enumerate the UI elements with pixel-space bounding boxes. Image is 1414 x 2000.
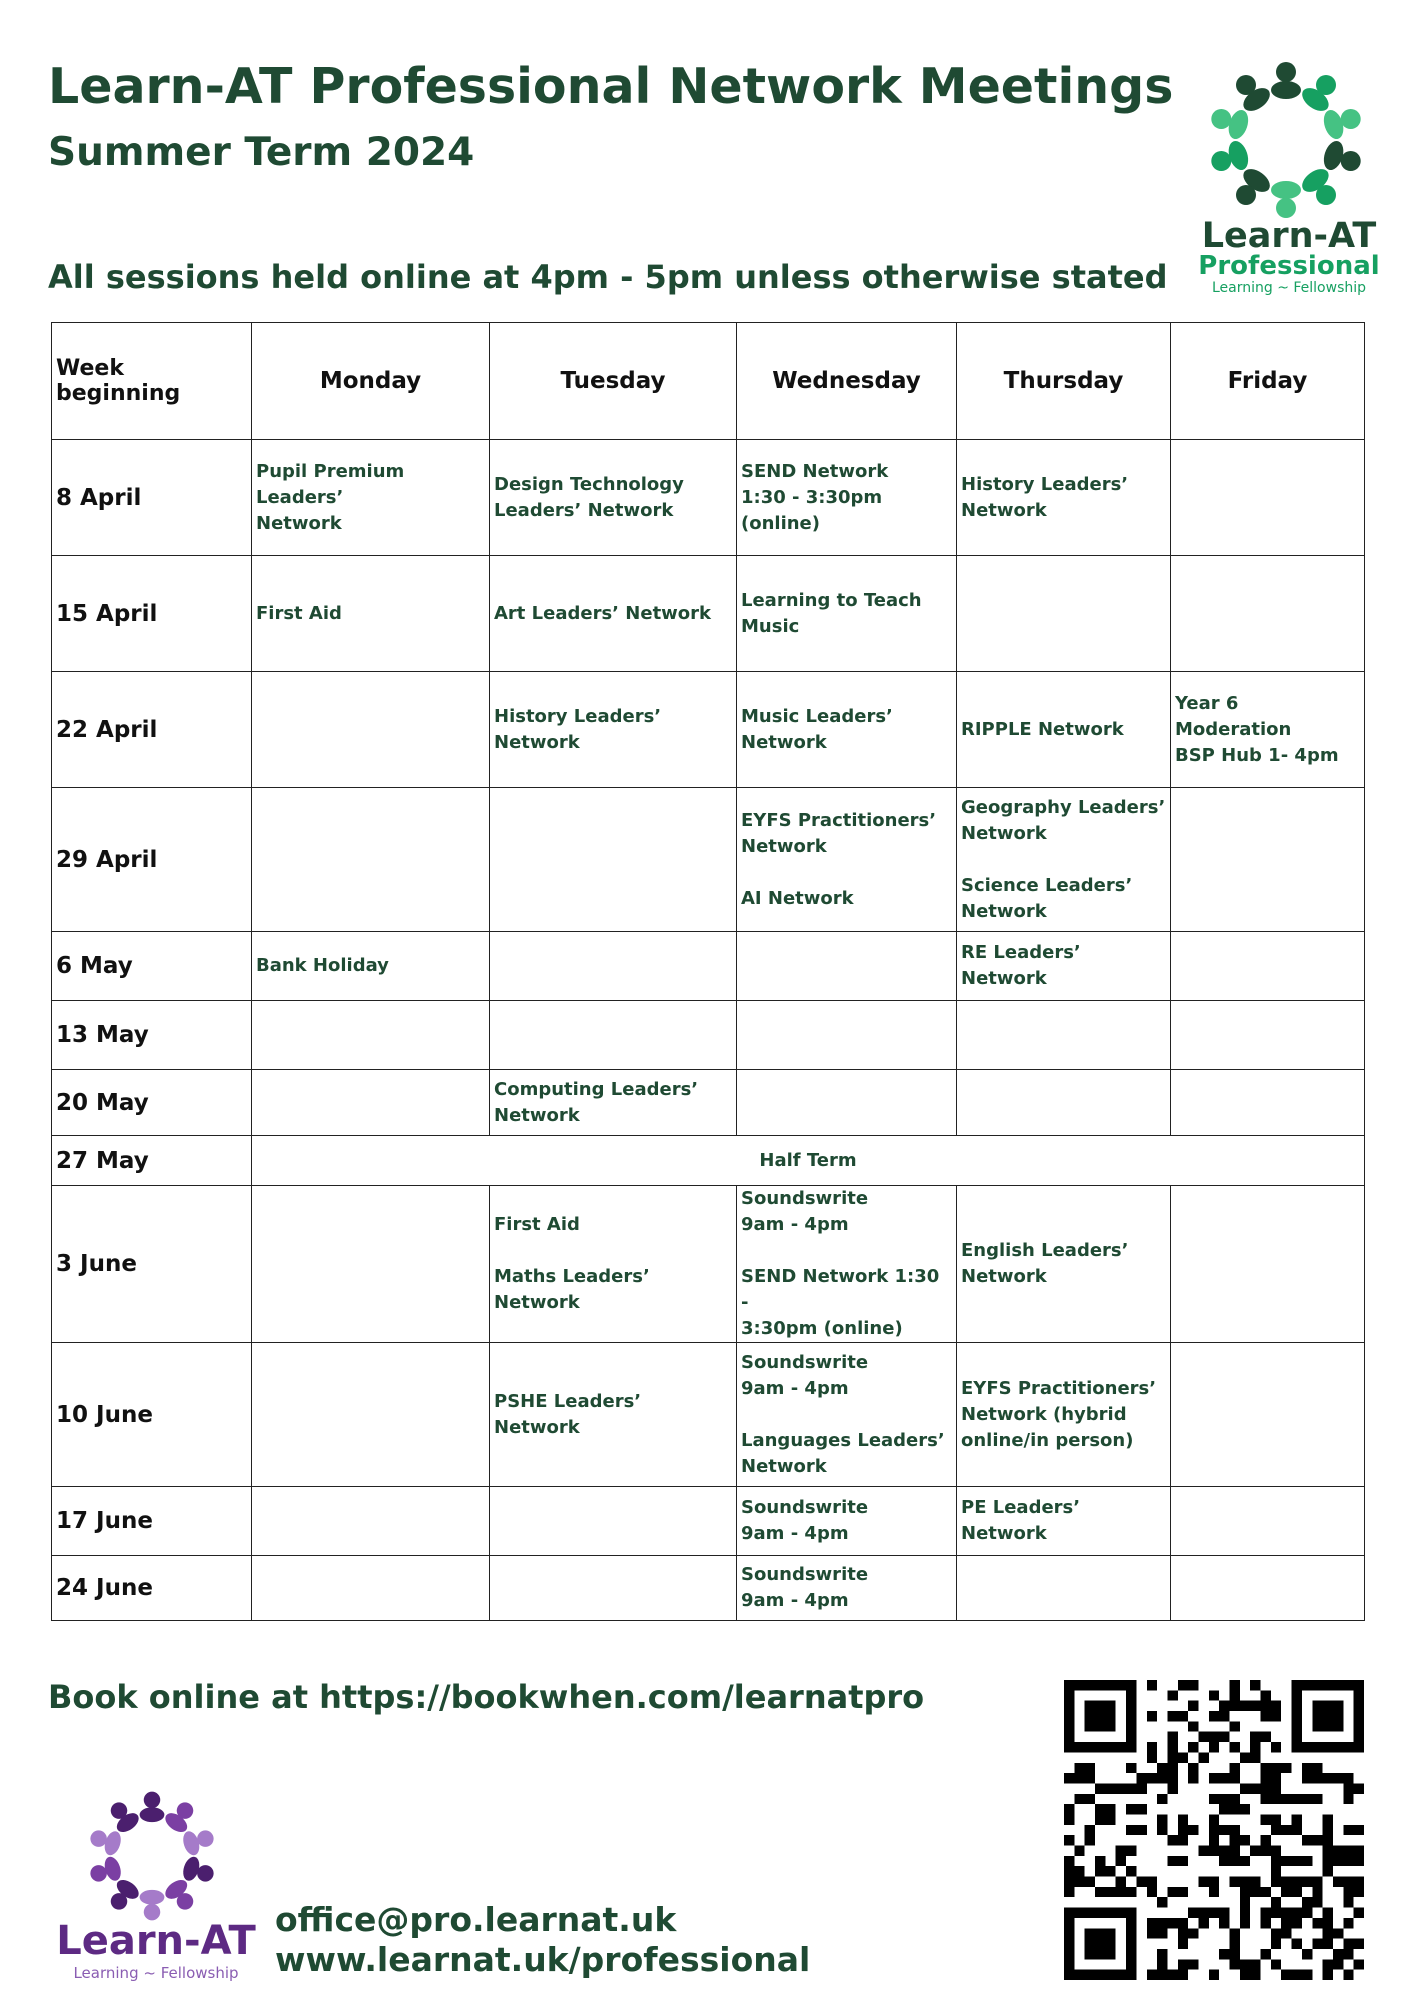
session-entry: PSHE Leaders’ Network <box>494 1390 642 1438</box>
day-cell-thursday <box>957 672 1171 788</box>
day-cell-monday <box>252 672 490 788</box>
day-cell-thursday <box>957 1487 1171 1556</box>
day-cell-monday <box>252 1070 490 1136</box>
table-row <box>52 1001 1365 1070</box>
session-entry: Computing Leaders’ Network <box>494 1078 699 1126</box>
table-row <box>52 556 1365 672</box>
session-entry: First Aid <box>494 1214 580 1235</box>
day-cell-friday <box>1171 1070 1365 1136</box>
schedule-body <box>52 440 1365 1621</box>
header-thursday: Thursday <box>957 323 1171 440</box>
header-wednesday: Wednesday <box>737 323 957 440</box>
session-entry: Soundswrite 9am - 4pm <box>741 1188 869 1235</box>
day-cell-friday <box>1171 672 1365 788</box>
session-entry: Geography Leaders’ Network <box>961 796 1166 844</box>
session-entry: SEND Network 1:30 - 3:30pm (online) <box>741 460 889 534</box>
day-cell-thursday <box>957 556 1171 672</box>
day-cell-wednesday <box>737 672 957 788</box>
session-entry: SEND Network 1:30 - 3:30pm (online) <box>741 1266 940 1339</box>
website-link[interactable]: www.learnat.uk/professional <box>275 1940 811 1979</box>
day-cell-tuesday <box>490 1001 737 1070</box>
header-tuesday: Tuesday <box>490 323 737 440</box>
day-cell-wednesday <box>737 1343 957 1487</box>
session-notice: All sessions held online at 4pm - 5pm unless otherwise stated <box>48 258 1168 296</box>
day-cell-wednesday <box>737 1487 957 1556</box>
week-beginning-cell: 24 June <box>52 1556 252 1621</box>
session-entry: History Leaders’ Network <box>961 473 1129 521</box>
logo-name: Learn-AT <box>1201 216 1377 256</box>
day-cell-tuesday <box>490 788 737 932</box>
session-entry: RIPPLE Network <box>961 718 1124 740</box>
table-header-row <box>52 323 1365 440</box>
session-entry: PE Leaders’ Network <box>961 1497 1081 1544</box>
week-beginning-cell: 22 April <box>52 672 252 788</box>
day-cell-wednesday <box>737 1186 957 1343</box>
day-cell-tuesday <box>490 672 737 788</box>
session-entry: EYFS Practitioners’ Network (hybrid online/in person) <box>961 1377 1157 1451</box>
day-cell-thursday <box>957 788 1171 932</box>
day-cell-wednesday <box>737 1556 957 1621</box>
session-entry: First Aid <box>256 602 342 624</box>
day-cell-monday <box>252 440 490 556</box>
session-entry: Design Technology Leaders’ Network <box>494 473 684 521</box>
half-term-cell: Half Term <box>252 1136 1365 1186</box>
people-ring-icon <box>1206 60 1366 220</box>
table-row <box>52 1136 1365 1186</box>
logo-name: Learn-AT <box>56 1918 256 1964</box>
session-entry: Languages Leaders’ Network <box>741 1429 945 1477</box>
day-cell-monday <box>252 932 490 1001</box>
week-beginning-cell: 13 May <box>52 1001 252 1070</box>
header-monday: Monday <box>252 323 490 440</box>
session-entry: Art Leaders’ Network <box>494 602 712 624</box>
session-entry: Music Leaders’ Network <box>741 705 893 753</box>
day-cell-tuesday <box>490 1556 737 1621</box>
day-cell-friday <box>1171 1186 1365 1343</box>
session-entry: Year 6 Moderation BSP Hub 1- 4pm <box>1175 692 1339 766</box>
session-entry: English Leaders’ Network <box>961 1240 1129 1287</box>
session-entry: Maths Leaders’ Network <box>494 1266 650 1313</box>
day-cell-monday <box>252 1487 490 1556</box>
day-cell-wednesday <box>737 556 957 672</box>
day-cell-thursday <box>957 1186 1171 1343</box>
page-subtitle: Summer Term 2024 <box>48 130 475 175</box>
day-cell-tuesday <box>490 556 737 672</box>
day-cell-thursday <box>957 1556 1171 1621</box>
learn-at-professional-logo <box>1194 56 1384 296</box>
week-beginning-cell: 15 April <box>52 556 252 672</box>
header-week-beginning: Week beginning <box>52 323 252 440</box>
week-beginning-cell: 20 May <box>52 1070 252 1136</box>
booking-link[interactable]: Book online at https://bookwhen.com/learnatpro <box>48 1678 925 1716</box>
day-cell-monday <box>252 1556 490 1621</box>
day-cell-friday <box>1171 1343 1365 1487</box>
day-cell-monday <box>252 1343 490 1487</box>
day-cell-wednesday <box>737 932 957 1001</box>
session-entry: Learning to Teach Music <box>741 589 922 637</box>
learn-at-logo <box>56 1786 256 1982</box>
day-cell-friday <box>1171 932 1365 1001</box>
header-friday: Friday <box>1171 323 1365 440</box>
week-beginning-cell: 3 June <box>52 1186 252 1343</box>
day-cell-monday <box>252 556 490 672</box>
qr-code-icon[interactable] <box>1064 1680 1364 1980</box>
day-cell-thursday <box>957 1001 1171 1070</box>
day-cell-friday <box>1171 1556 1365 1621</box>
week-beginning-cell: 10 June <box>52 1343 252 1487</box>
page-title: Learn-AT Professional Network Meetings <box>48 58 1174 115</box>
session-entry: Soundswrite 9am - 4pm <box>741 1564 869 1611</box>
table-row <box>52 1186 1365 1343</box>
day-cell-friday <box>1171 1487 1365 1556</box>
contact-details <box>275 1900 810 1980</box>
day-cell-wednesday <box>737 788 957 932</box>
table-row <box>52 932 1365 1001</box>
session-entry: EYFS Practitioners’ Network <box>741 809 937 857</box>
table-row <box>52 1343 1365 1487</box>
day-cell-friday <box>1171 440 1365 556</box>
day-cell-tuesday <box>490 1343 737 1487</box>
table-row <box>52 672 1365 788</box>
week-beginning-cell: 29 April <box>52 788 252 932</box>
table-row <box>52 1556 1365 1621</box>
day-cell-friday <box>1171 788 1365 932</box>
logo-sub: Professional <box>1198 251 1380 281</box>
session-entry: Pupil Premium Leaders’ Network <box>256 460 405 534</box>
session-entry: AI Network <box>741 887 854 909</box>
session-entry: Bank Holiday <box>256 955 389 976</box>
day-cell-thursday <box>957 1070 1171 1136</box>
session-entry: History Leaders’ Network <box>494 705 662 753</box>
day-cell-thursday <box>957 440 1171 556</box>
session-entry: RE Leaders’ Network <box>961 942 1081 989</box>
day-cell-monday <box>252 1186 490 1343</box>
day-cell-wednesday <box>737 1070 957 1136</box>
day-cell-wednesday <box>737 1001 957 1070</box>
email-link[interactable]: office@pro.learnat.uk <box>275 1900 677 1939</box>
week-beginning-cell: 27 May <box>52 1136 252 1186</box>
people-ring-icon <box>86 1790 218 1922</box>
week-beginning-cell: 6 May <box>52 932 252 1001</box>
day-cell-monday <box>252 1001 490 1070</box>
day-cell-friday <box>1171 1001 1365 1070</box>
day-cell-friday <box>1171 556 1365 672</box>
logo-tagline: Learning ~ Fellowship <box>73 1964 239 1982</box>
logo-tagline: Learning ~ Fellowship <box>1211 280 1367 296</box>
table-row <box>52 1487 1365 1556</box>
table-row <box>52 788 1365 932</box>
day-cell-wednesday <box>737 440 957 556</box>
session-entry: Science Leaders’ Network <box>961 874 1133 922</box>
table-row <box>52 440 1365 556</box>
day-cell-tuesday <box>490 1487 737 1556</box>
session-entry: Soundswrite 9am - 4pm <box>741 1351 869 1399</box>
day-cell-tuesday <box>490 1070 737 1136</box>
day-cell-monday <box>252 788 490 932</box>
table-row <box>52 1070 1365 1136</box>
day-cell-thursday <box>957 932 1171 1001</box>
week-beginning-cell: 8 April <box>52 440 252 556</box>
day-cell-tuesday <box>490 932 737 1001</box>
schedule-table <box>51 322 1365 1621</box>
week-beginning-cell: 17 June <box>52 1487 252 1556</box>
day-cell-thursday <box>957 1343 1171 1487</box>
day-cell-tuesday <box>490 1186 737 1343</box>
session-entry: Soundswrite 9am - 4pm <box>741 1497 869 1544</box>
day-cell-tuesday <box>490 440 737 556</box>
